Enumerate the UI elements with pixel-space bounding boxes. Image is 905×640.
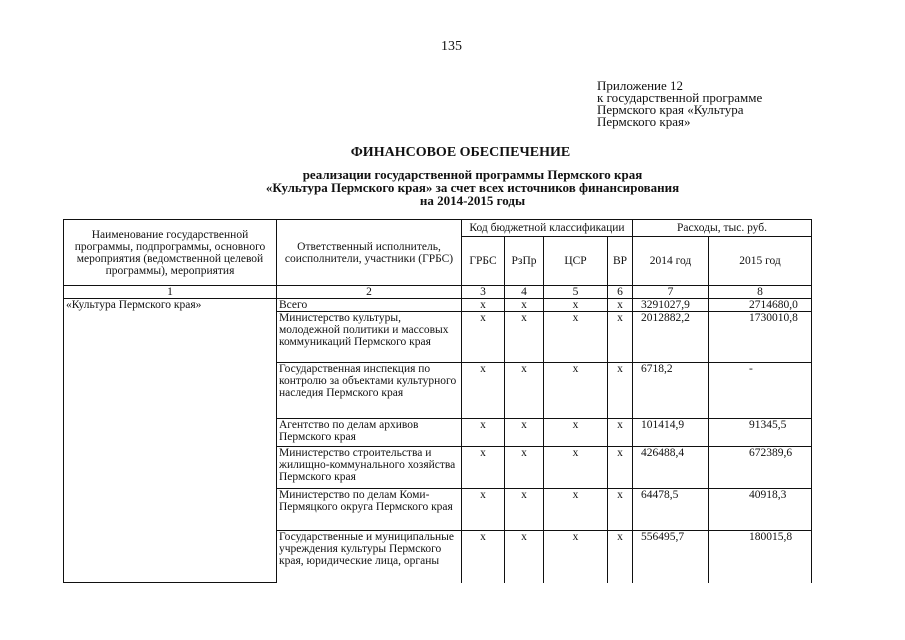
column-number: 5	[544, 286, 608, 299]
amount-2015: 40918,3	[709, 489, 812, 531]
grbs-cell: x	[462, 447, 505, 489]
appendix-line: Приложение 12	[597, 78, 684, 93]
header-executor: Ответственный исполнитель, соисполнители, участники (ГРБС)	[277, 220, 462, 286]
rzpr-cell: x	[505, 363, 544, 419]
amount-2015: -	[709, 363, 812, 419]
header-name: Наименование государственной программы, подпрограммы, основного мероприятия (ведомственной целевой программы), мероприятия	[64, 220, 277, 286]
vr-cell: x	[608, 419, 633, 447]
page-number: 135	[441, 39, 462, 54]
column-number: 8	[709, 286, 812, 299]
header-2014: 2014 год	[633, 237, 709, 286]
executor-cell: Государственная инспекция по контролю за объектами культурного наследия Пермского края	[277, 363, 462, 419]
column-number: 6	[608, 286, 633, 299]
rzpr-cell: x	[505, 419, 544, 447]
column-number: 2	[277, 286, 462, 299]
subtitle-line: на 2014-2015 годы	[419, 193, 526, 208]
vr-cell: x	[608, 489, 633, 531]
executor-cell: Агентство по делам архивов Пермского края	[277, 419, 462, 447]
appendix-line: Пермского края»	[597, 114, 691, 129]
grbs-cell: x	[462, 531, 505, 583]
header-vr: ВР	[608, 237, 633, 286]
executor-cell: Министерство культуры, молодежной политики и массовых коммуникаций Пермского края	[277, 312, 462, 363]
executor-cell: Министерство строительства и жилищно-коммунального хозяйства Пермского края	[277, 447, 462, 489]
amount-2015: 1730010,8	[709, 312, 812, 363]
vr-cell: x	[608, 363, 633, 419]
amount-2015: 2714680,0	[709, 299, 812, 312]
subtitle-line: «Культура Пермского края» за счет всех источников финансирования	[265, 180, 680, 195]
executor-cell: Государственные и муниципальные учреждения культуры Пермского края, юридические лица, органы	[277, 531, 462, 583]
appendix-line: Пермского края «Культура	[597, 102, 744, 117]
header-budget-code: Код бюджетной классификации	[462, 220, 633, 237]
amount-2014: 426488,4	[633, 447, 709, 489]
csr-cell: x	[544, 489, 608, 531]
appendix-line: к государственной программе	[597, 90, 763, 105]
document-title: ФИНАНСОВОЕ ОБЕСПЕЧЕНИЕ	[350, 145, 571, 160]
column-number: 3	[462, 286, 505, 299]
grbs-cell: x	[462, 299, 505, 312]
header-grbs: ГРБС	[462, 237, 505, 286]
subtitle-line: реализации государственной программы Пермского края	[302, 167, 643, 182]
amount-2014: 101414,9	[633, 419, 709, 447]
executor-cell: Министерство по делам Коми-Пермяцкого округа Пермского края	[277, 489, 462, 531]
csr-cell: x	[544, 447, 608, 489]
amount-2015: 672389,6	[709, 447, 812, 489]
appendix-note	[597, 80, 762, 128]
header-expenses: Расходы, тыс. руб.	[633, 220, 812, 237]
csr-cell: x	[544, 299, 608, 312]
amount-2014: 2012882,2	[633, 312, 709, 363]
rzpr-cell: x	[505, 447, 544, 489]
csr-cell: x	[544, 531, 608, 583]
header-2015: 2015 год	[709, 237, 812, 286]
csr-cell: x	[544, 363, 608, 419]
grbs-cell: x	[462, 363, 505, 419]
vr-cell: x	[608, 531, 633, 583]
column-number: 4	[505, 286, 544, 299]
amount-2015: 91345,5	[709, 419, 812, 447]
amount-2014: 6718,2	[633, 363, 709, 419]
header-rzpr: РзПр	[505, 237, 544, 286]
rzpr-cell: x	[505, 312, 544, 363]
amount-2014: 556495,7	[633, 531, 709, 583]
rzpr-cell: x	[505, 299, 544, 312]
rzpr-cell: x	[505, 489, 544, 531]
program-name: «Культура Пермского края»	[64, 299, 277, 583]
financing-table	[63, 219, 812, 583]
vr-cell: x	[608, 447, 633, 489]
amount-2015: 180015,8	[709, 531, 812, 583]
grbs-cell: x	[462, 312, 505, 363]
executor-cell: Всего	[277, 299, 462, 312]
table-row	[64, 299, 812, 312]
header-csr: ЦСР	[544, 237, 608, 286]
vr-cell: x	[608, 299, 633, 312]
rzpr-cell: x	[505, 531, 544, 583]
column-number: 7	[633, 286, 709, 299]
amount-2014: 64478,5	[633, 489, 709, 531]
vr-cell: x	[608, 312, 633, 363]
grbs-cell: x	[462, 489, 505, 531]
document-subtitle	[20, 168, 905, 207]
csr-cell: x	[544, 312, 608, 363]
amount-2014: 3291027,9	[633, 299, 709, 312]
column-number: 1	[64, 286, 277, 299]
grbs-cell: x	[462, 419, 505, 447]
csr-cell: x	[544, 419, 608, 447]
